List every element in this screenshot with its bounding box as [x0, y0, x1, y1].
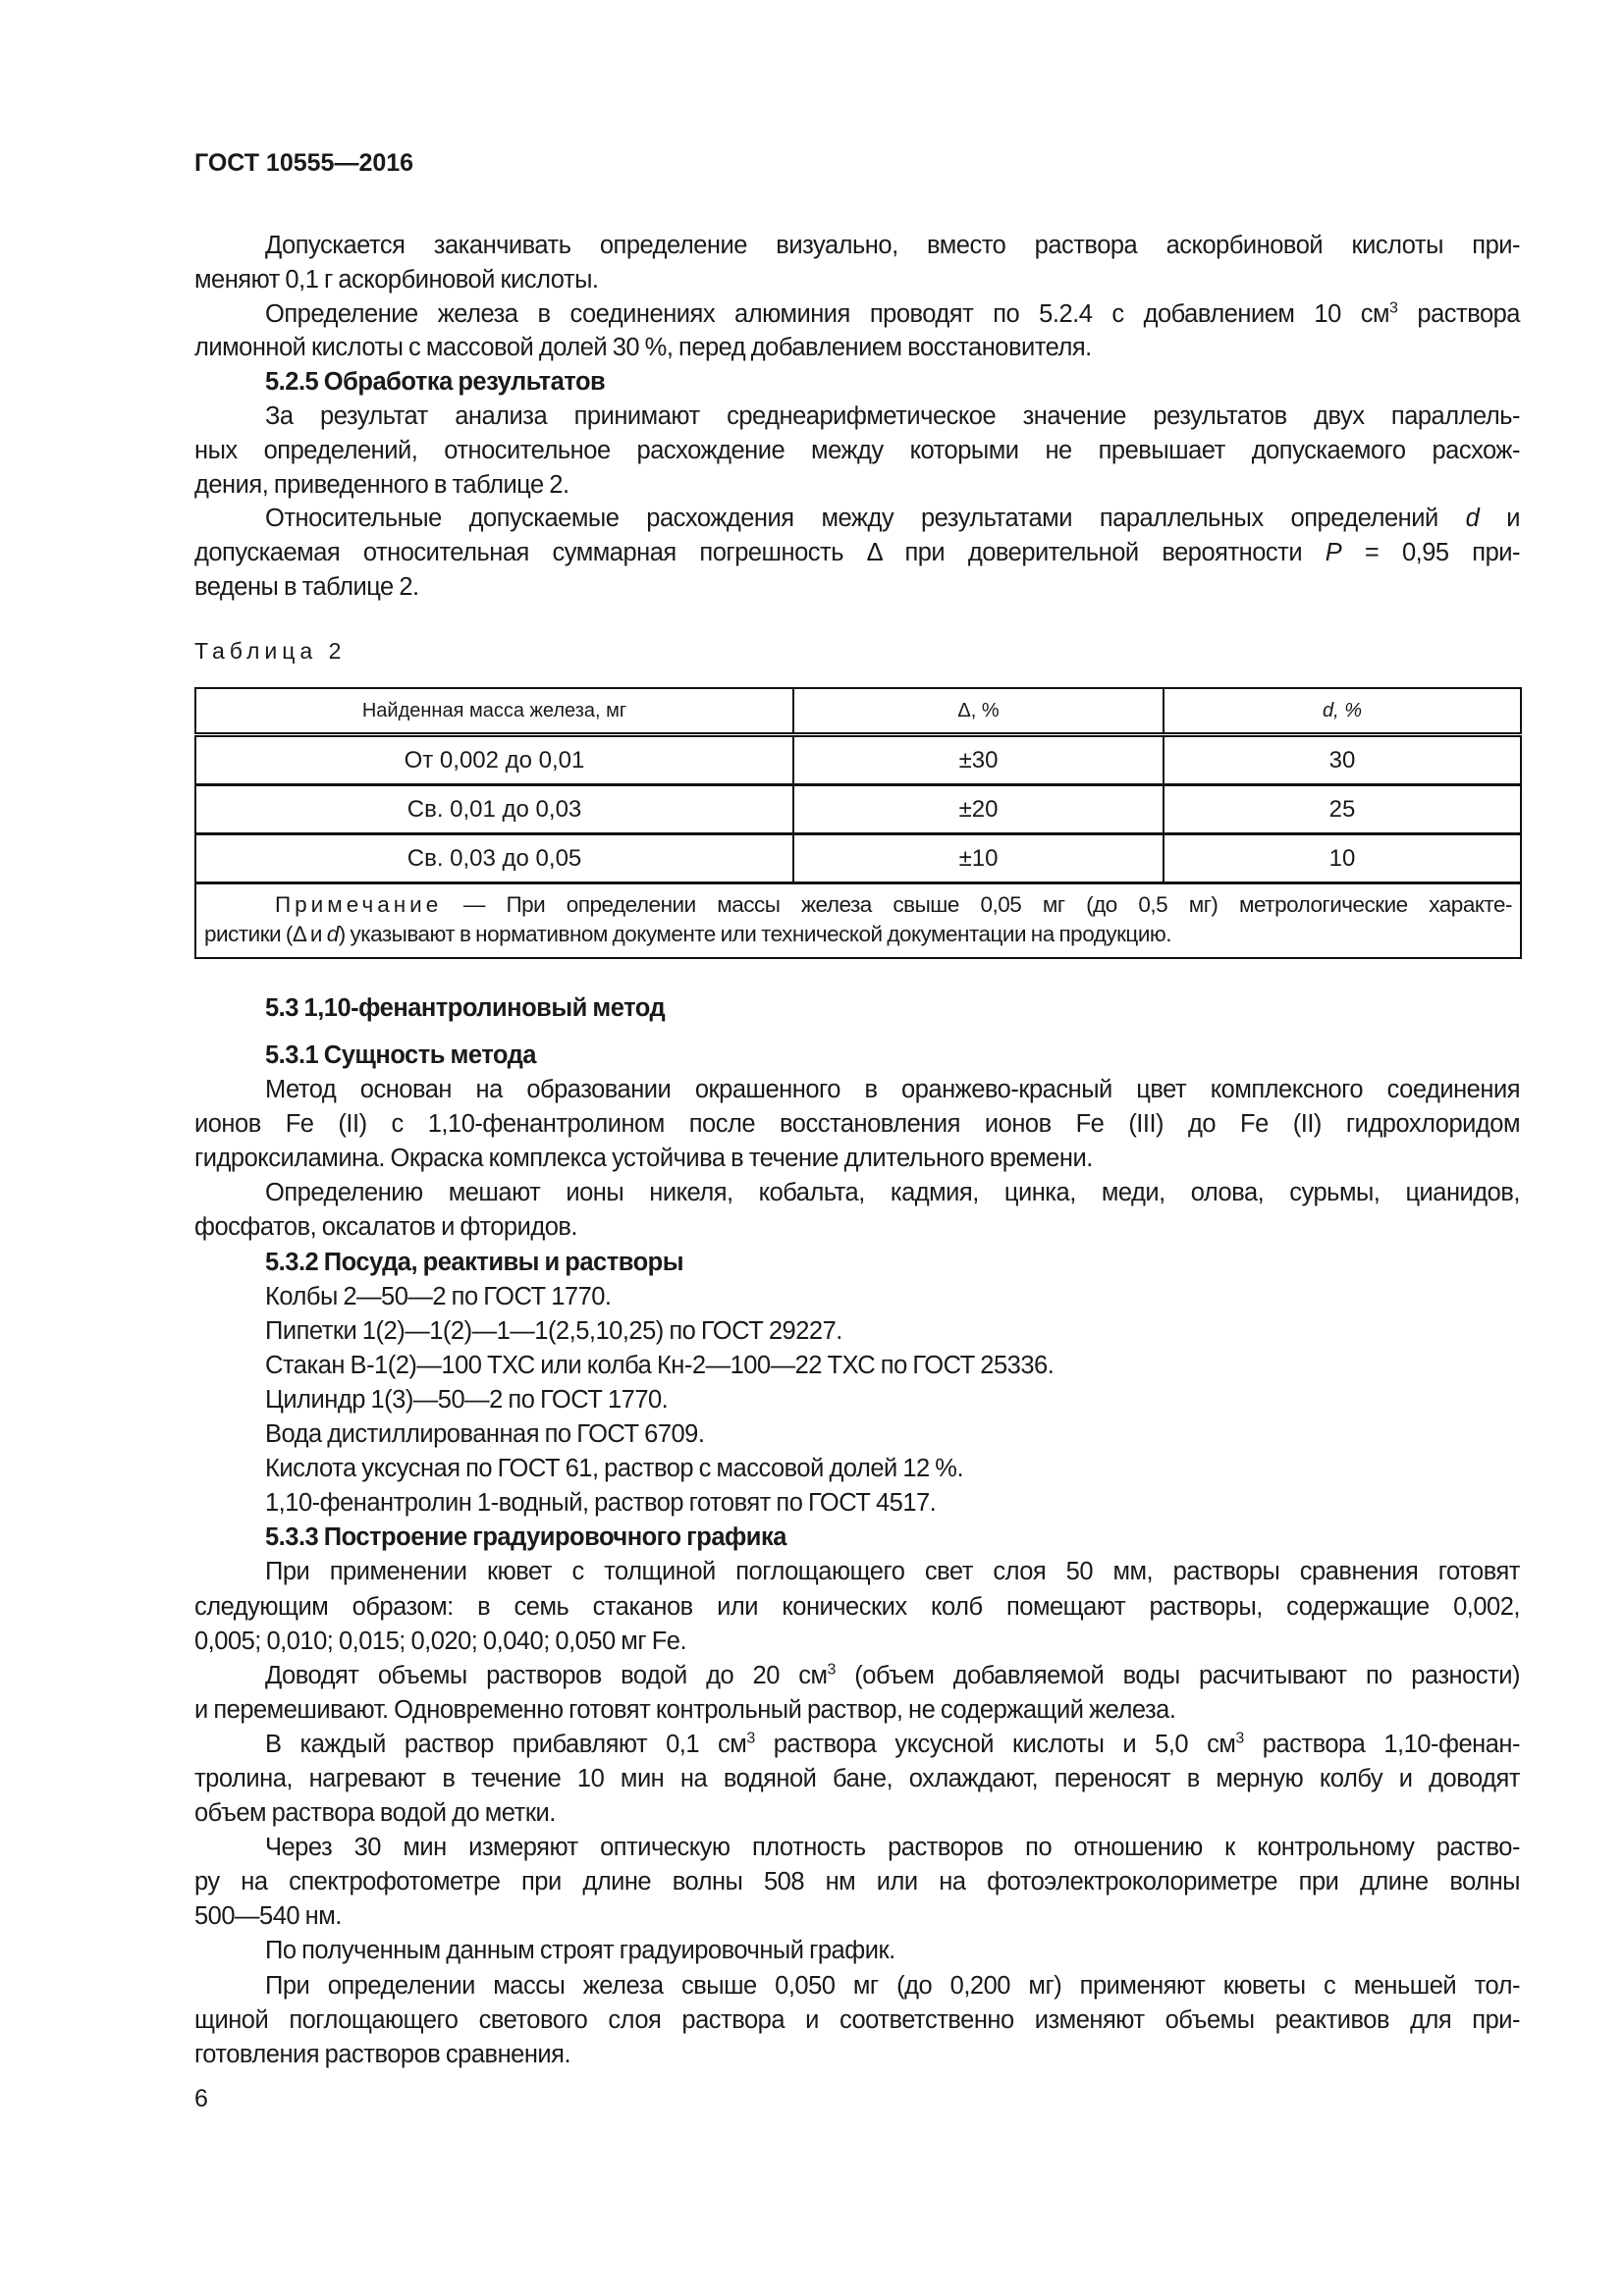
list-item: Вода дистиллированная по ГОСТ 6709.	[265, 1420, 705, 1449]
text: и	[1479, 505, 1520, 533]
list-item: Пипетки 1(2)—1(2)—1—1(2,5,10,25) по ГОСТ 29227.	[265, 1316, 842, 1345]
text: В каждый раствор прибавляют 0,1 см	[265, 1730, 747, 1758]
table-caption: Таблица 2	[194, 638, 347, 664]
note-line	[204, 890, 1512, 920]
note-line	[204, 920, 1512, 949]
text-line: фосфатов, оксалатов и фторидов.	[194, 1213, 578, 1242]
text-line: объем раствора водой до метки.	[194, 1799, 556, 1828]
table-note	[195, 883, 1521, 959]
text-line: меняют 0,1 г аскорбиновой кислоты.	[194, 265, 599, 294]
list-item: Стакан В-1(2)—100 ТХС или колба Кн-2—100—22 ТХС по ГОСТ 25336.	[265, 1351, 1055, 1379]
table-cell: 30	[1164, 735, 1521, 785]
text: раствора	[1397, 299, 1520, 328]
text-line: дения, приведенного в таблице 2.	[194, 470, 569, 499]
list-item: Цилиндр 1(3)—50—2 по ГОСТ 1770.	[265, 1385, 669, 1414]
superscript: 3	[1235, 1730, 1244, 1747]
text-line: щиной поглощающего светового слоя раствора и соответственно изменяют объемы реактивов для при-	[194, 2005, 1520, 2034]
table-row	[195, 735, 1521, 785]
section-5-3	[194, 1039, 1520, 2072]
text-line	[194, 502, 1520, 536]
text: Определение железа в соединениях алюминия проводят по 5.2.4 с добавлением 10 см	[265, 299, 1390, 328]
table-row	[195, 834, 1521, 883]
superscript: 3	[827, 1661, 836, 1679]
text: ристики (Δ и	[204, 922, 327, 946]
text-line: Определению мешают ионы никеля, кобальта, кадмия, цинка, меди, олова, сурьмы, цианидов,	[265, 1179, 1520, 1207]
table-row	[195, 785, 1521, 834]
symbol-p: P	[1325, 539, 1342, 567]
text: раствора 1,10-фенан-	[1243, 1730, 1520, 1758]
text-line	[194, 1728, 1520, 1762]
section-5-2-continued	[194, 229, 1520, 605]
text-line: лимонной кислоты с массовой долей 30 %, перед добавлением восстановителя.	[194, 334, 1092, 362]
text-line: следующим образом: в семь стаканов или конических колб помещают растворы, содержащие 0,002,	[194, 1592, 1520, 1621]
page-number: 6	[194, 2085, 208, 2112]
list-item: Кислота уксусная по ГОСТ 61, раствор с массовой долей 12 %.	[265, 1455, 964, 1483]
text-line	[194, 297, 1520, 332]
table-cell: Св. 0,03 до 0,05	[195, 834, 793, 883]
text-line: 0,005; 0,010; 0,015; 0,020; 0,040; 0,050 мг Fe.	[194, 1627, 687, 1655]
text-line: ионов Fe (II) с 1,10-фенантролином после восстановления ионов Fe (III) до Fe (II) гидрохлоридом	[194, 1110, 1520, 1139]
text-line: ных определений, относительное расхождение между которыми не превышает допускаемого расхож-	[194, 436, 1520, 464]
table-header-row	[195, 688, 1521, 735]
text: Доводят объемы растворов водой до 20 см	[265, 1661, 828, 1689]
text: Относительные допускаемые расхождения между результатами параллельных определений	[265, 505, 1466, 533]
column-header: Δ, %	[793, 688, 1164, 735]
list-item: 1,10-фенантролин 1-водный, раствор готовят по ГОСТ 4517.	[265, 1489, 937, 1518]
text-line: готовления растворов сравнения.	[194, 2040, 571, 2068]
superscript: 3	[746, 1730, 755, 1747]
text: = 0,95 при-	[1341, 539, 1520, 567]
text-line	[194, 536, 1520, 570]
text-line: При определении массы железа свыше 0,050 мг (до 0,200 мг) применяют кюветы с меньшей тол-	[265, 1971, 1520, 2000]
text-line: За результат анализа принимают среднеарифметическое значение результатов двух параллель-	[265, 401, 1520, 430]
heading-5-3-1: 5.3.1 Сущность метода	[265, 1041, 536, 1069]
text-line	[194, 1659, 1520, 1693]
table-cell: 10	[1164, 834, 1521, 883]
text: (объем добавляемой воды расчитывают по разности)	[835, 1661, 1520, 1689]
heading-5-3-2: 5.3.2 Посуда, реактивы и растворы	[265, 1248, 683, 1276]
list-item: Колбы 2—50—2 по ГОСТ 1770.	[265, 1282, 612, 1310]
heading-5-2-5: 5.2.5 Обработка результатов	[265, 368, 606, 397]
symbol-d: d, %	[1322, 699, 1363, 721]
table-cell: ±10	[793, 834, 1164, 883]
symbol-d: d	[1465, 505, 1480, 533]
table-cell: Св. 0,01 до 0,03	[195, 785, 793, 834]
superscript: 3	[1389, 299, 1398, 317]
column-header: Найденная масса железа, мг	[195, 688, 793, 735]
text-line: Допускается заканчивать определение визуально, вместо раствора аскорбиновой кислоты при-	[265, 232, 1520, 259]
text-line: тролина, нагревают в течение 10 мин на водяной бане, охлаждают, переносят в мерную колбу и доводят	[194, 1764, 1520, 1792]
document-id: ГОСТ 10555—2016	[194, 149, 414, 177]
table-note-row	[195, 883, 1521, 959]
table-cell: 25	[1164, 785, 1521, 834]
text: раствора уксусной кислоты и 5,0 см	[754, 1730, 1236, 1758]
text: допускаемая относительная суммарная погрешность Δ при доверительной вероятности	[194, 539, 1326, 567]
text-line: ведены в таблице 2.	[194, 572, 419, 601]
text-line: Метод основан на образовании окрашенного в оранжево-красный цвет комплексного соединения	[265, 1076, 1520, 1104]
symbol-d: d	[326, 922, 339, 946]
text-line: По полученным данным строят градуировочный график.	[265, 1937, 895, 1965]
text-line: и перемешивают. Одновременно готовят контрольный раствор, не содержащий железа.	[194, 1695, 1176, 1724]
note-label: Примечание	[275, 892, 443, 917]
table-cell: От 0,002 до 0,01	[195, 735, 793, 785]
text-line: гидроксиламина. Окраска комплекса устойчива в течение длительного времени.	[194, 1145, 1093, 1173]
text: ) указывают в нормативном документе или технической документации на продукцию.	[338, 922, 1172, 946]
heading-5-3: 5.3 1,10-фенантролиновый метод	[265, 994, 666, 1022]
text: — При определении массы железа свыше 0,05 мг (до 0,5 мг) метрологические характе-	[442, 892, 1512, 917]
text-line: Через 30 мин измеряют оптическую плотность растворов по отношению к контрольному раство-	[265, 1834, 1520, 1862]
text-line: ру на спектрофотометре при длине волны 508 нм или на фотоэлектроколориметре при длине волны	[194, 1868, 1520, 1896]
table-cell: ±20	[793, 785, 1164, 834]
text-line: При применении кювет с толщиной поглощающего свет слоя 50 мм, растворы сравнения готовят	[265, 1558, 1520, 1586]
table-2	[194, 687, 1522, 959]
table-cell: ±30	[793, 735, 1164, 785]
heading-5-3-3: 5.3.3 Построение градуировочного графика	[265, 1523, 786, 1552]
column-header	[1164, 688, 1521, 735]
text-line: 500—540 нм.	[194, 1902, 342, 1931]
